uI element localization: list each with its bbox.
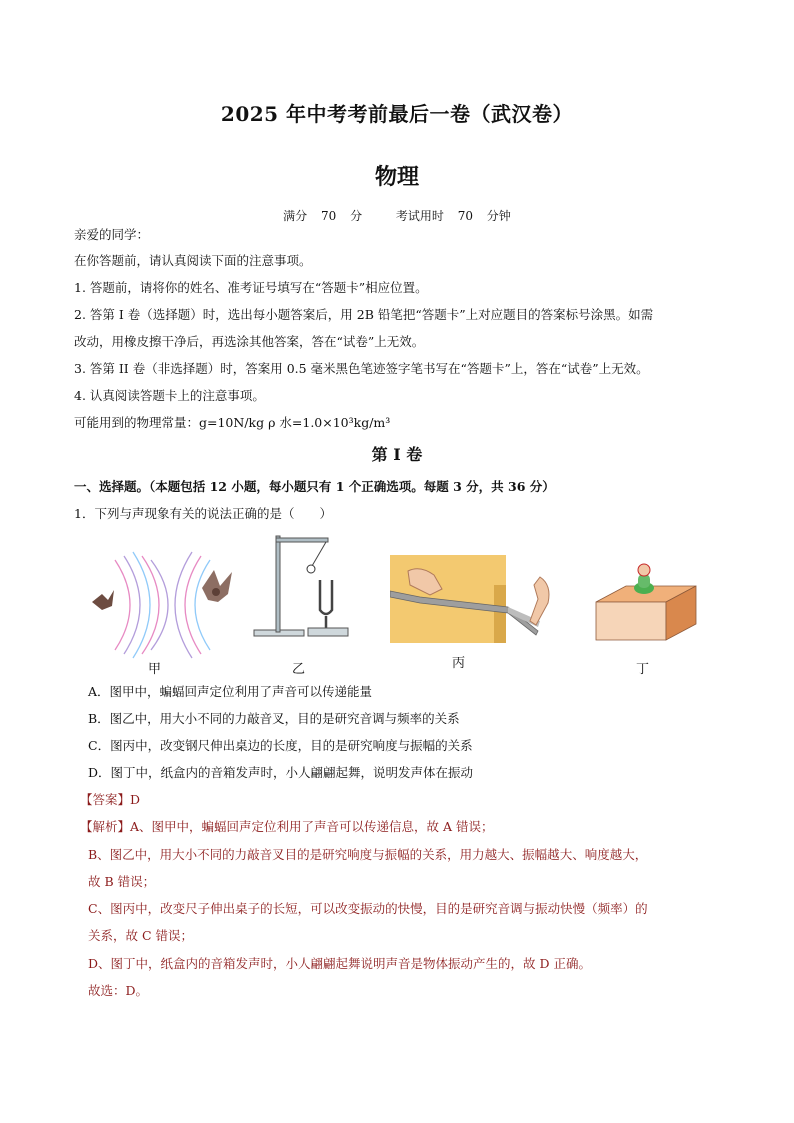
analysis-line-5: 关系，故 C 错误； (88, 928, 194, 943)
option-d: D．图丁中，纸盒内的音箱发声时，小人翩翩起舞，说明发声体在振动 (88, 765, 474, 780)
answer-text: 【答案】D (80, 792, 141, 807)
figure-ruler-table (390, 555, 560, 645)
analysis-line-6: D、图丁中，纸盒内的音箱发声时，小人翩翩起舞说明声音是物体振动产生的，故 D 正确。 (88, 956, 591, 971)
section-title: 第 I 卷 (371, 445, 423, 464)
option-b: B．图乙中，用大小不同的力敲音叉，目的是研究音调与频率的关系 (88, 711, 460, 726)
figure-paper-box (592, 560, 698, 650)
figure-label-jia: 甲 (148, 662, 162, 677)
greeting: 亲爱的同学： (74, 227, 150, 242)
question-stem: 1．下列与声现象有关的说法正确的是（ ） (74, 506, 332, 521)
notice-item-1: 1. 答题前，请将你的姓名、准考证号填写在“答题卡”相应位置。 (74, 280, 428, 295)
notice-intro: 在你答题前，请认真阅读下面的注意事项。 (74, 253, 312, 268)
time-text: 考试用时 70 分钟 (395, 209, 511, 223)
option-a: A．图甲中，蝙蝠回声定位利用了声音可以传递能量 (88, 684, 373, 699)
analysis-line-3: 故 B 错误； (88, 874, 156, 889)
figure-label-bing: 丙 (452, 656, 466, 671)
notice-item-2: 2. 答第 I 卷（选择题）时，选出每小题答案后，用 2B 铅笔把“答题卡”上对应题目的答案标号涂黑。如需 (74, 307, 654, 322)
figure-bat-echo (90, 530, 240, 680)
part-title: 一、选择题。（本题包括 12 小题，每小题只有 1 个正确选项。每题 3 分，共 36 分） (74, 479, 555, 494)
analysis-line-1: 【解析】A、图甲中，蝙蝠回声定位利用了声音可以传递信息，故 A 错误； (80, 819, 494, 834)
score-text: 满分 70 分 (283, 209, 363, 223)
analysis-line-2: B、图乙中，用大小不同的力敲音叉目的是研究响度与振幅的关系，用力越大、振幅越大、响度越大， (88, 847, 648, 862)
subject-title: 物理 (374, 164, 419, 190)
figure-label-ding: 丁 (636, 662, 650, 677)
analysis-line-4: C、图丙中，改变尺子伸出桌子的长短，可以改变振动的快慢，目的是研究音调与振动快慢（频率）的 (88, 901, 648, 916)
exam-meta (0, 207, 794, 224)
option-c: C．图丙中，改变钢尺伸出桌边的长度，目的是研究响度与振幅的关系 (88, 738, 473, 753)
figure-label-yi: 乙 (292, 662, 306, 677)
physics-constants: 可能用到的物理常量：g=10N/kg ρ 水=1.0×10³kg/m³ (74, 415, 391, 430)
notice-item-3: 3. 答第 II 卷（非选择题）时，答案用 0.5 毫米黑色笔迹签字笔书写在“答题卡”上，答在“试卷”上无效。 (74, 361, 649, 376)
notice-item-4: 4. 认真阅读答题卡上的注意事项。 (74, 388, 265, 403)
exam-title: 2025 年中考考前最后一卷（武汉卷） (220, 102, 574, 126)
notice-item-2-cont: 改动，用橡皮擦干净后，再选涂其他答案，答在“试卷”上无效。 (74, 334, 425, 349)
analysis-line-7: 故选：D。 (88, 983, 149, 998)
